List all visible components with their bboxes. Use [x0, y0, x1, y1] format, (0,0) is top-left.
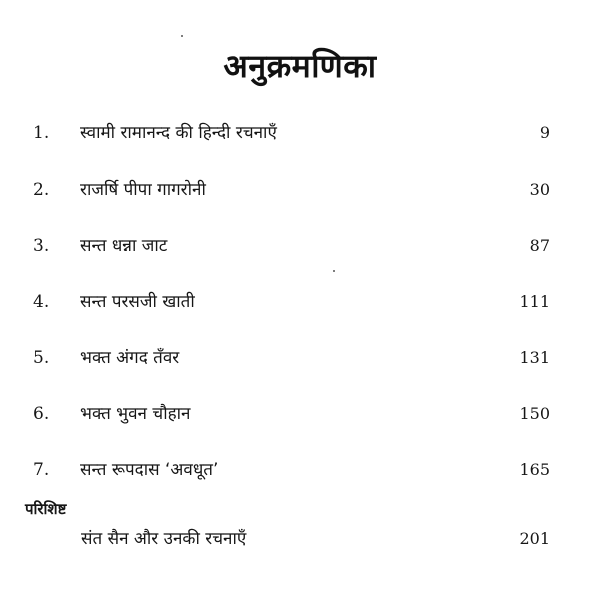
entry-number: 4.	[33, 292, 50, 312]
toc-entry	[0, 118, 600, 148]
toc-entry	[0, 455, 600, 485]
entry-page-number: 9	[539, 123, 550, 142]
entry-page-number: 111	[519, 292, 550, 311]
toc-entry	[0, 343, 600, 373]
toc-entry	[0, 287, 600, 317]
entry-number: 7.	[33, 460, 50, 480]
entry-page-number: 165	[519, 460, 550, 479]
entry-page-number: 201	[519, 529, 550, 548]
entry-page-number: 30	[529, 180, 550, 199]
entry-number: 1.	[33, 123, 50, 143]
entry-title: सन्त धन्ना जाट	[80, 236, 168, 256]
toc-entry	[0, 231, 600, 261]
entry-page-number: 87	[529, 236, 550, 255]
entry-title: संत सैन और उनकी रचनाएँ	[81, 529, 247, 549]
page-title: अनुक्रमणिका	[223, 47, 377, 85]
entry-title: सन्त परसजी खाती	[80, 292, 195, 312]
scan-speck	[333, 270, 335, 272]
entry-title: स्वामी रामानन्द की हिन्दी रचनाएँ	[80, 123, 277, 143]
entry-title: राजर्षि पीपा गागरोनी	[80, 180, 206, 200]
entry-title: सन्त रूपदास ‘अवधूत’	[80, 460, 219, 480]
appendix-entry	[0, 524, 600, 554]
entry-title: भक्त भुवन चौहान	[80, 404, 191, 424]
entry-number: 2.	[33, 180, 50, 200]
toc-entry	[0, 399, 600, 429]
entry-number: 6.	[33, 404, 50, 424]
entry-number: 3.	[33, 236, 50, 256]
appendix-heading: परिशिष्ट	[25, 500, 67, 518]
entry-page-number: 150	[519, 404, 550, 423]
entry-title: भक्त अंगद तँवर	[80, 348, 180, 368]
entry-number: 5.	[33, 348, 50, 368]
toc-entry	[0, 175, 600, 205]
entry-page-number: 131	[519, 348, 550, 367]
scan-speck	[181, 35, 183, 37]
